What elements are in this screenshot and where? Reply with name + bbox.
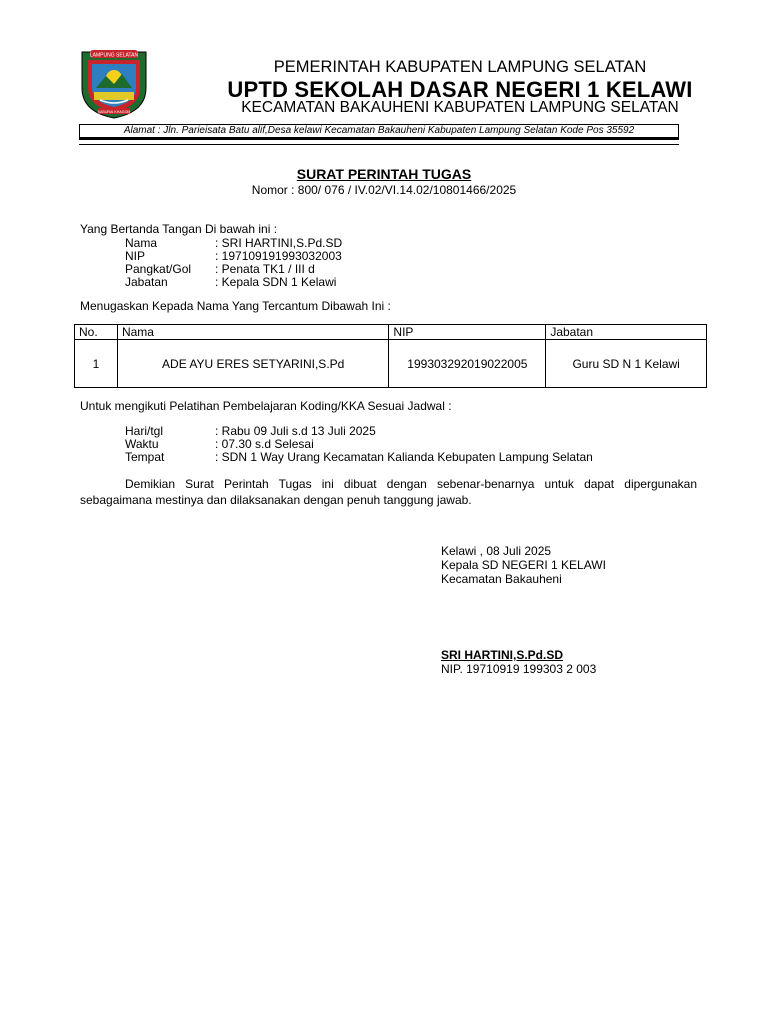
table-header-row (75, 325, 707, 340)
signer-label-rank: Pangkat/Gol (125, 262, 192, 276)
schedule-value-place: : SDN 1 Way Urang Kecamatan Kalianda Kebupaten Lampung Selatan (215, 450, 593, 464)
header-name: Nama (117, 325, 388, 340)
letter-title: SURAT PERINTAH TUGAS (296, 166, 472, 182)
schedule-label-place: Tempat (125, 450, 165, 464)
signature-name: SRI HARTINI,S.Pd.SD (441, 648, 564, 662)
closing-paragraph: Demikian Surat Perintah Tugas ini dibuat dengan sebenar-benarnya untuk dapat dipergunakan sebagaimana mestinya dan dilaksanakan dengan penuh tanggung jawab. (80, 477, 697, 507)
cell-name: ADE AYU ERES SETYARINI,S.Pd (117, 340, 388, 388)
cell-nip: 199303292019022005 (389, 340, 546, 388)
svg-text:SABURAI KHAGOM: SABURAI KHAGOM (97, 109, 131, 114)
letter-number: Nomor : 800/ 076 / IV.02/VI.14.02/10801466/2025 (251, 183, 517, 197)
signature-place-date: Kelawi , 08 Juli 2025 (441, 544, 552, 558)
svg-text:LAMPUNG SELATAN: LAMPUNG SELATAN (89, 52, 139, 59)
signature-district: Kecamatan Bakauheni (441, 572, 562, 586)
signer-value-rank: : Penata TK1 / III d (215, 262, 315, 276)
intro-text: Yang Bertanda Tangan Di bawah ini : (80, 222, 278, 236)
signer-label-name: Nama (125, 236, 158, 250)
letterhead-divider (79, 144, 679, 145)
letterhead-district: KECAMATAN BAKAUHENI KABUPATEN LAMPUNG SELATAN (241, 99, 679, 116)
signer-label-nip: NIP (125, 249, 146, 263)
signer-label-position: Jabatan (125, 275, 168, 289)
assign-intro: Menugaskan Kepada Nama Yang Tercantum Dibawah Ini : (80, 299, 391, 313)
signature-nip: NIP. 19710919 199303 2 003 (441, 662, 597, 676)
header-position: Jabatan (546, 325, 707, 340)
regency-logo (76, 44, 152, 120)
table-row (75, 340, 707, 388)
signature-position: Kepala SD NEGERI 1 KELAWI (441, 558, 606, 572)
schedule-value-date: : Rabu 09 Juli s.d 13 Juli 2025 (215, 424, 376, 438)
letterhead-address: Alamat : Jln. Parieisata Batu alif,Desa kelawi Kecamatan Bakauheni Kabupaten Lampung Selatan Kode Pos 35592 (79, 124, 679, 140)
schedule-label-time: Waktu (125, 437, 159, 451)
header-no: No. (75, 325, 118, 340)
cell-no: 1 (75, 340, 118, 388)
assignee-table (74, 324, 707, 388)
signer-value-position: : Kepala SDN 1 Kelawi (215, 275, 337, 289)
cell-position: Guru SD N 1 Kelawi (546, 340, 707, 388)
signer-value-name: : SRI HARTINI,S.Pd.SD (215, 236, 343, 250)
letterhead-government: PEMERINTAH KABUPATEN LAMPUNG SELATAN (273, 58, 647, 76)
signer-value-nip: : 197109191993032003 (215, 249, 342, 263)
letterhead-school: UPTD SEKOLAH DASAR NEGERI 1 KELAWI (227, 77, 693, 102)
header-nip: NIP (389, 325, 546, 340)
schedule-label-date: Hari/tgl (125, 424, 164, 438)
purpose-text: Untuk mengikuti Pelatihan Pembelajaran Koding/KKA Sesuai Jadwal : (80, 399, 452, 413)
schedule-value-time: : 07.30 s.d Selesai (215, 437, 314, 451)
